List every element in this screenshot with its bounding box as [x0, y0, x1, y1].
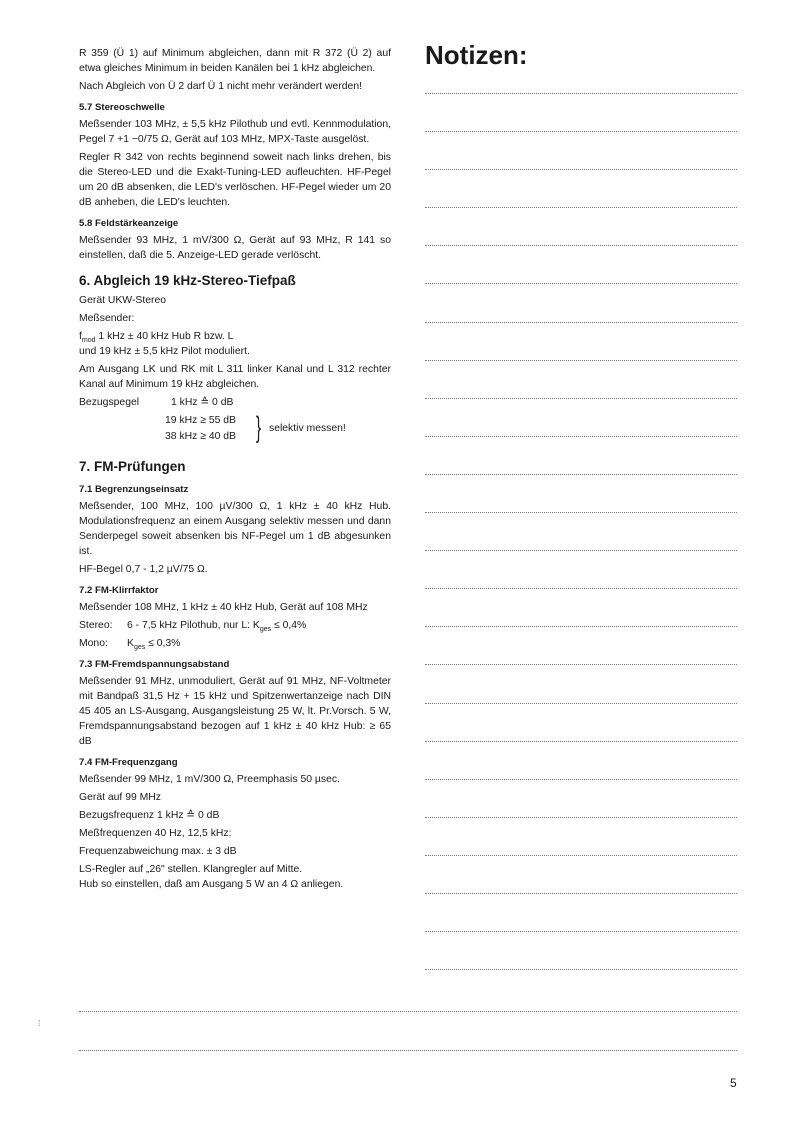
- section-6-heading: 6. Abgleich 19 kHz-Stereo-Tiefpaß: [79, 273, 296, 288]
- notes-line: [425, 817, 737, 818]
- section-6-line-4: und 19 kHz ± 5,5 kHz Pilot moduliert.: [79, 346, 250, 357]
- page-number: 5: [730, 1076, 737, 1090]
- section-7-1-paragraph-2: HF-Begel 0,7 - 1,2 µV/75 Ω.: [79, 564, 208, 575]
- reference-value-1khz: 1 kHz ≙ 0 dB: [171, 397, 234, 408]
- notes-line: [425, 245, 737, 246]
- notes-line: [425, 893, 737, 894]
- notes-line: [425, 131, 737, 132]
- stereo-line: Stereo: 6 - 7,5 kHz Pilothub, nur L: $K_{ges} \le 0,4\%$: [79, 620, 307, 634]
- section-6-line-2: Meßsender:: [79, 313, 135, 324]
- notes-line: [425, 436, 737, 437]
- section-5-8-heading: 5.8 Feldstärkeanzeige: [79, 218, 179, 229]
- notes-line: [425, 512, 737, 513]
- section-7-2-heading: 7.2 FM-Klirrfaktor: [79, 585, 159, 596]
- section-5-8-paragraph: Meßsender 93 MHz, 1 mV/300 Ω, Gerät auf 93 MHz, R 141 so einstellen, daß die 5. Anzeige-LED gerade verlöscht.: [79, 235, 391, 261]
- reference-label: Bezugspegel: [79, 397, 140, 408]
- section-7-4-line-3: Bezugsfrequenz 1 kHz ≙ 0 dB: [79, 810, 220, 821]
- notes-line: [425, 855, 737, 856]
- notes-line: [425, 588, 737, 589]
- section-7-4-line-2: Gerät auf 99 MHz: [79, 792, 162, 803]
- notes-line: [425, 626, 737, 627]
- notes-line: [425, 550, 737, 551]
- section-5-7-paragraph-2: Regler R 342 von rechts beginnend soweit nach links drehen, bis die Stereo-LED und die Exakt-Tuning-LED aufleuchten. HF-Pegel um 20 dB absenken, die LED's verlöschen. HF-Pegel wieder um 20 dB anheben, die LED's leuchten.: [79, 152, 391, 208]
- reference-value-38khz: 38 kHz ≥ 40 dB: [165, 431, 236, 442]
- notes-line: [425, 398, 737, 399]
- notes-line: [425, 741, 737, 742]
- notes-line: [425, 931, 737, 932]
- notes-line: [425, 207, 737, 208]
- notes-line-wide: [79, 1050, 737, 1051]
- notes-line: [425, 169, 737, 170]
- intro-paragraph-1: R 359 (Ü 1) auf Minimum abgleichen, dann mit R 372 (Ü 2) auf etwa gleiches Minimum in beiden Kanälen bei 1 kHz abgleichen.: [79, 48, 391, 74]
- notes-line-wide: [79, 1011, 737, 1012]
- selective-measure-note: selektiv messen!: [269, 423, 346, 434]
- section-7-4-line-4: Meßfrequenzen 40 Hz, 12,5 kHz:: [79, 828, 232, 839]
- notes-line: [425, 664, 737, 665]
- section-7-heading: 7. FM-Prüfungen: [79, 459, 186, 474]
- margin-mark: ⁞: [38, 1019, 41, 1028]
- section-7-3-paragraph: Meßsender 91 MHz, unmoduliert, Gerät auf 91 MHz, NF-Voltmeter mit Bandpaß 31,5 Hz + 15 kHz und Spitzenwertanzeige nach DIN 45 405 an LS-Ausgang, Ausgangsleistung 25 W, lt. Pr.Vorsch. 5 W, Fremdspannungsabstand bezogen auf 1 kHz ± 40 kHz Hub: ≥ 65 dB: [79, 676, 391, 747]
- notes-line: [425, 779, 737, 780]
- notes-line: [425, 360, 737, 361]
- notes-line: [425, 474, 737, 475]
- section-7-3-heading: 7.3 FM-Fremdspannungsabstand: [79, 659, 230, 670]
- section-7-4-line-5: Frequenzabweichung max. ± 3 dB: [79, 846, 237, 857]
- notes-title: Notizen:: [425, 40, 528, 70]
- reference-levels: [79, 395, 391, 449]
- notes-line: [425, 703, 737, 704]
- mono-line: Mono: $K_{ges} \le 0,3\%$: [79, 638, 181, 652]
- notes-line: [425, 969, 737, 970]
- notes-lines: [425, 93, 737, 1007]
- section-7-1-heading: 7.1 Begrenzungseinsatz: [79, 484, 189, 495]
- notes-line: [425, 93, 737, 94]
- section-7-4-line-6: LS-Regler auf „26" stellen. Klangregler auf Mitte.: [79, 864, 303, 875]
- brace-icon: }: [256, 411, 262, 444]
- section-5-7-heading: 5.7 Stereoschwelle: [79, 102, 165, 113]
- section-6-paragraph-5: Am Ausgang LK und RK mit L 311 linker Kanal und L 312 rechter Kanal auf Minimum 19 kHz abgleichen.: [79, 364, 391, 390]
- section-7-1-paragraph-1: Meßsender, 100 MHz, 100 µV/300 Ω, 1 kHz ± 40 kHz Hub. Modulationsfrequenz an einem Ausgang selektiv messen und dann Senderpegel soweit absenken bis NF-Pegel um 1 dB abgesunken ist.: [79, 501, 391, 557]
- notes-line: [425, 322, 737, 323]
- section-6-line-3: $f_{mod}$ 1 kHz ± 40 kHz Hub R bzw. L: [79, 331, 234, 345]
- section-5-7-paragraph-1: Meßsender 103 MHz, ± 5,5 kHz Pilothub und evtl. Kennmodulation, Pegel 7 +1 −0/75 Ω, Gerät auf 103 MHz, MPX-Taste ausgelöst.: [79, 119, 391, 145]
- left-column: [79, 46, 391, 895]
- section-7-4-heading: 7.4 FM-Frequenzgang: [79, 757, 178, 768]
- section-7-2-paragraph-1: Meßsender 108 MHz, 1 kHz ± 40 kHz Hub, Gerät auf 108 MHz: [79, 602, 368, 613]
- intro-paragraph-2: Nach Abgleich von Ü 2 darf Ü 1 nicht mehr verändert werden!: [79, 81, 363, 92]
- section-7-4-line-7: Hub so einstellen, daß am Ausgang 5 W an 4 Ω anliegen.: [79, 879, 344, 890]
- section-7-4-line-1: Meßsender 99 MHz, 1 mV/300 Ω, Preemphasis 50 µsec.: [79, 774, 340, 785]
- notes-line: [425, 283, 737, 284]
- reference-value-19khz: 19 kHz ≥ 55 dB: [165, 415, 236, 426]
- section-6-line-1: Gerät UKW-Stereo: [79, 295, 167, 306]
